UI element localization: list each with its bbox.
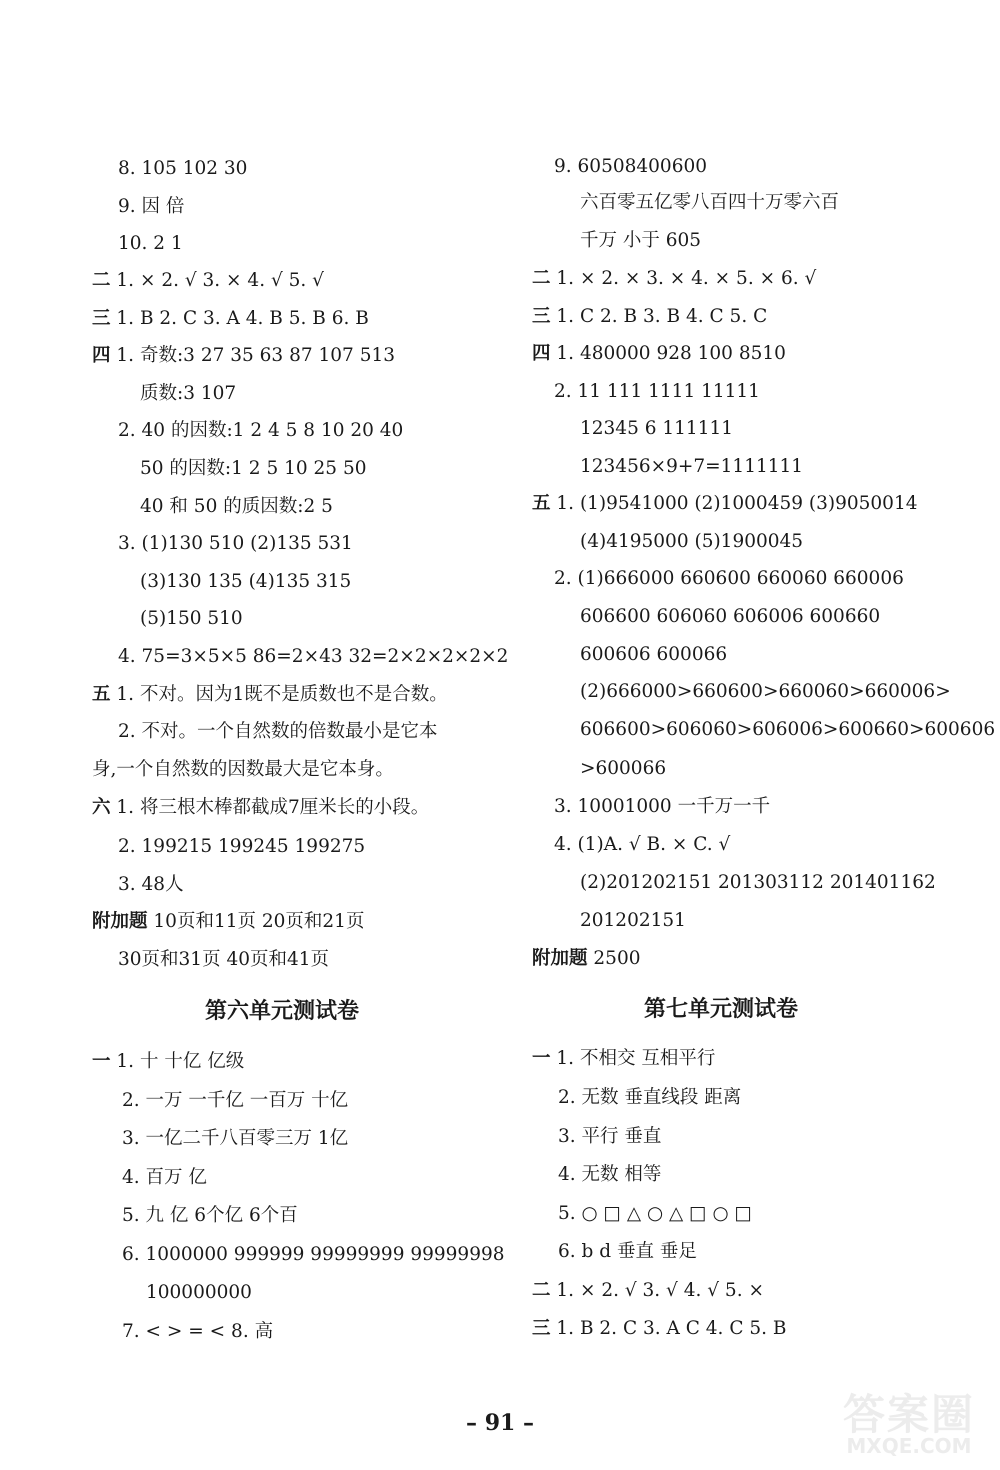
answer-line: 8. 105 102 30 [118,158,248,179]
watermark-logo [830,1374,988,1464]
answer-line: (2)666000>660600>660060>660006> [580,681,951,702]
answer-line: 二 1. × 2. √ 3. × 4. √ 5. √ [92,270,324,291]
answer-line: 9. 60508400600 [554,156,708,177]
watermark-title: 答案圈 [842,1390,975,1439]
answer-line: 606600>606060>606006>600660>600606 [580,719,996,740]
answer-line: 三 1. B 2. C 3. A C 4. C 5. B [532,1318,787,1339]
answer-line: 4. 75=3×5×5 86=2×43 32=2×2×2×2×2 [118,646,509,667]
answer-line: 三 1. B 2. C 3. A 4. B 5. B 6. B [92,308,369,329]
answer-line: 五 1. 不对。因为1既不是质数也不是合数。 [92,684,448,705]
answer-line: 6. 1000000 999999 99999999 99999998 [122,1244,505,1265]
answer-line: 二 1. × 2. × 3. × 4. × 5. × 6. √ [532,268,817,289]
answer-line: (3)130 135 (4)135 315 [140,571,352,592]
answer-line: 六百零五亿零八百四十万零六百 [580,192,840,213]
answer-line: 一 1. 不相交 互相平行 [532,1048,716,1069]
answer-line: 四 1. 480000 928 100 8510 [532,343,786,364]
answer-line: 4. 无数 相等 [558,1164,662,1185]
section-heading: 第六单元测试卷 [205,998,360,1024]
answer-line: 30页和31页 40页和41页 [118,949,330,970]
answer-line: 123456×9+7=1111111 [580,456,804,477]
answer-line: (5)150 510 [140,608,243,629]
section-heading: 第七单元测试卷 [644,996,799,1022]
answer-line: 2. (1)666000 660600 660060 660006 [554,568,904,589]
answer-line: 3. 一亿二千八百零三万 1亿 [122,1128,349,1149]
answer-line: 5. 九 亿 6个亿 6个百 [122,1205,298,1226]
watermark-url: MXQE.COM [846,1434,972,1458]
answer-line: (4)4195000 (5)1900045 [580,531,804,552]
answer-line: 3. 10001000 一千万一千 [554,796,771,817]
answer-line: 201202151 [580,910,686,931]
answer-line: 7. < > = < 8. 高 [122,1321,274,1342]
answer-line: 4. 百万 亿 [122,1167,207,1188]
answer-line: 9. 因 倍 [118,196,185,217]
answer-line: 二 1. × 2. √ 3. √ 4. √ 5. × [532,1280,764,1301]
answer-line: 六 1. 将三根木棒都截成7厘米长的小段。 [92,797,430,818]
answer-line: 2. 无数 垂直线段 距离 [558,1087,742,1108]
answer-line: 身,一个自然数的因数最大是它本身。 [92,759,394,780]
answer-line: 三 1. C 2. B 3. B 4. C 5. C [532,306,768,327]
answer-line: 10. 2 1 [118,233,183,254]
answer-line: 3. 平行 垂直 [558,1126,662,1147]
answer-line: >600066 [580,758,667,779]
page-number: – 91 – [466,1410,534,1436]
answer-line: 3. 48人 [118,874,184,895]
answer-line: 100000000 [146,1282,252,1303]
answer-line: 2. 一万 一千亿 一百万 十亿 [122,1090,349,1111]
answer-line: 五 1. (1)9541000 (2)1000459 (3)9050014 [532,493,918,514]
answer-line: 50 的因数:1 2 5 10 25 50 [140,458,367,479]
answer-line: 附加题 2500 [532,948,641,969]
answer-line: 2. 不对。一个自然数的倍数最小是它本 [118,721,438,742]
answer-line: (2)201202151 201303112 201401162 [580,872,936,893]
answer-line: 2. 11 111 1111 11111 [554,381,760,402]
answer-line: 一 1. 十 十亿 亿级 [92,1051,245,1072]
answer-line: 4. (1)A. √ B. × C. √ [554,834,731,855]
answer-line: 12345 6 111111 [580,418,734,439]
answer-line: 3. (1)130 510 (2)135 531 [118,533,353,554]
answer-line: 40 和 50 的质因数:2 5 [140,496,333,517]
answer-line: 四 1. 奇数:3 27 35 63 87 107 513 [92,345,396,366]
answer-line: 附加题 10页和11页 20页和21页 [92,911,365,932]
answer-line: 5. ○ □ △ ○ △ □ ○ □ [558,1203,753,1224]
answer-line: 606600 606060 606006 600660 [580,606,881,627]
answer-line: 2. 199215 199245 199275 [118,836,366,857]
answer-line: 千万 小于 605 [580,230,702,251]
answer-line: 质数:3 107 [140,383,237,404]
answer-line: 2. 40 的因数:1 2 4 5 8 10 20 40 [118,420,404,441]
answer-line: 600606 600066 [580,644,728,665]
answer-line: 6. b d 垂直 垂足 [558,1241,697,1262]
